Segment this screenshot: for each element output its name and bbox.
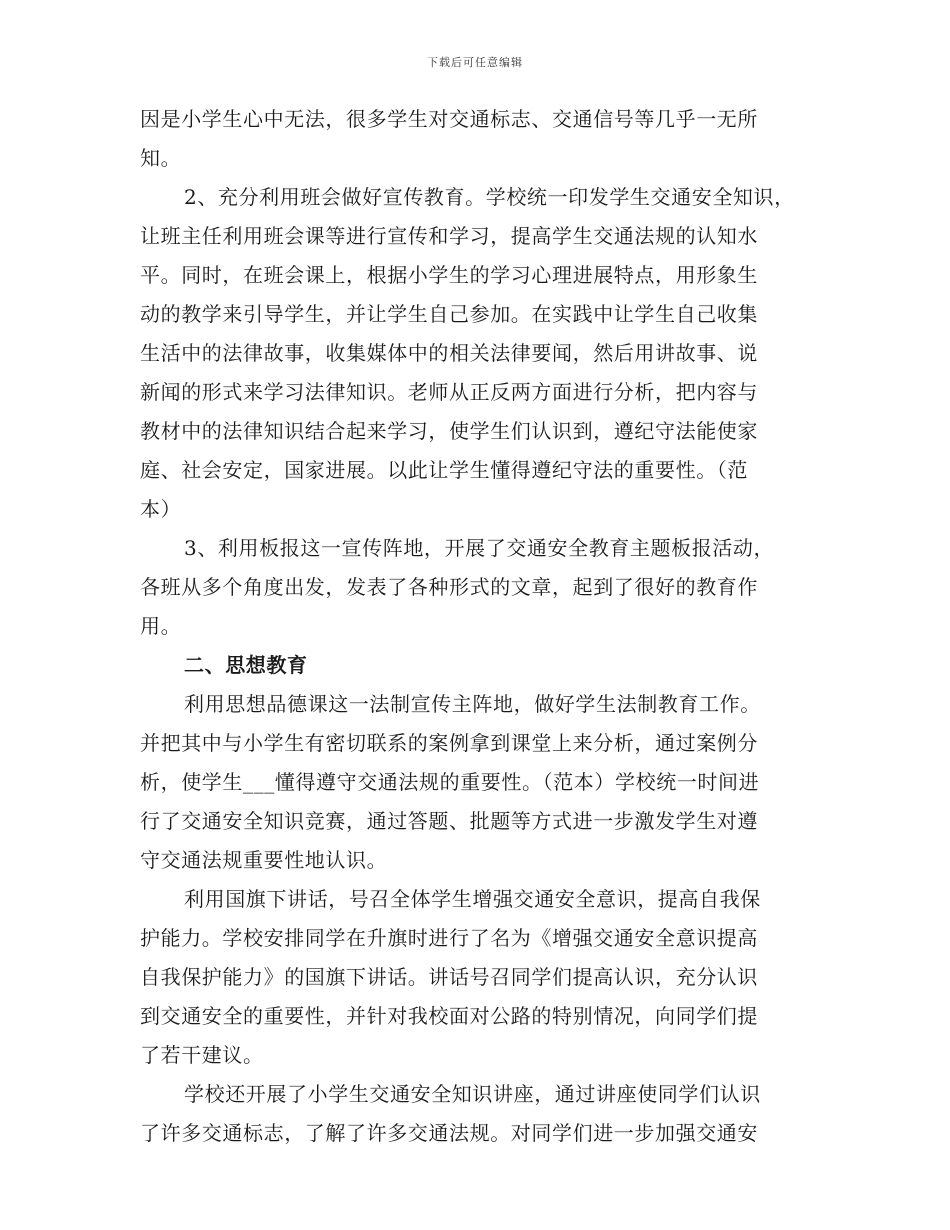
text-line: 护能力。学校安排同学在升旗时进行了名为《增强交通安全意识提高: [140, 926, 758, 950]
text-line: 平。同时，在班会课上，根据小学生的学习心理进展特点，用形象生: [140, 263, 758, 287]
document-body: [140, 100, 808, 1153]
text-line: 教材中的法律知识结合起来学习，使学生们认识到，遵纪守法能使家: [140, 419, 758, 443]
text-line: 了许多交通标志，了解了许多交通法规。对同学们进一步加强交通安: [140, 1121, 758, 1145]
text-line: 让班主任利用班会课等进行宣传和学习，提高学生交通法规的认知水: [140, 224, 758, 248]
text-line: 并把其中与小学生有密切联系的案例拿到课堂上来分析，通过案例分: [140, 731, 758, 755]
text-line: 守交通法规重要性地认识。: [140, 848, 388, 872]
text-line: 生活中的法律故事，收集媒体中的相关法律要闻，然后用讲故事、说: [140, 341, 758, 365]
text-line: 2、充分利用班会做好宣传教育。学校统一印发学生交通安全知识，: [184, 185, 795, 209]
text-line: 利用思想品德课这一法制宣传主阵地，做好学生法制教育工作。: [184, 692, 761, 716]
text-line: 庭、社会安定，国家进展。以此让学生懂得遵纪守法的重要性。（范: [140, 458, 748, 482]
text-line: 各班从多个角度出发，发表了各种形式的文章，起到了很好的教育作: [140, 575, 758, 599]
text-line: 析，使学生___懂得遵守交通法规的重要性。（范本）学校统一时间进: [140, 770, 760, 794]
page-header: 下载后可任意编辑: [427, 56, 523, 69]
text-line: 本）: [140, 497, 182, 521]
text-line: 知。: [140, 146, 182, 170]
text-line: 因是小学生心中无法，很多学生对交通标志、交通信号等几乎一无所: [140, 107, 758, 131]
text-line: 3、利用板报这一宣传阵地，开展了交通安全教育主题板报活动，: [184, 536, 775, 560]
text-line: 新闻的形式来学习法律知识。老师从正反两方面进行分析，把内容与: [140, 380, 758, 404]
text-line: 了若干建议。: [140, 1043, 264, 1067]
text-line: 动的教学来引导学生，并让学生自己参加。在实践中让学生自己收集: [140, 302, 758, 326]
text-line: 行了交通安全知识竞赛，通过答题、批题等方式进一步激发学生对遵: [140, 809, 758, 833]
text-line: 到交通安全的重要性，并针对我校面对公路的特别情况，向同学们提: [140, 1004, 758, 1028]
text-line: 利用国旗下讲话，号召全体学生增强交通安全意识，提高自我保: [184, 887, 761, 911]
section-heading: 二、思想教育: [184, 653, 308, 677]
text-line: 学校还开展了小学生交通安全知识讲座，通过讲座使同学们认识: [184, 1082, 761, 1106]
text-line: 用。: [140, 614, 182, 638]
text-line: 自我保护能力》的国旗下讲话。讲话号召同学们提高认识，充分认识: [140, 965, 758, 989]
